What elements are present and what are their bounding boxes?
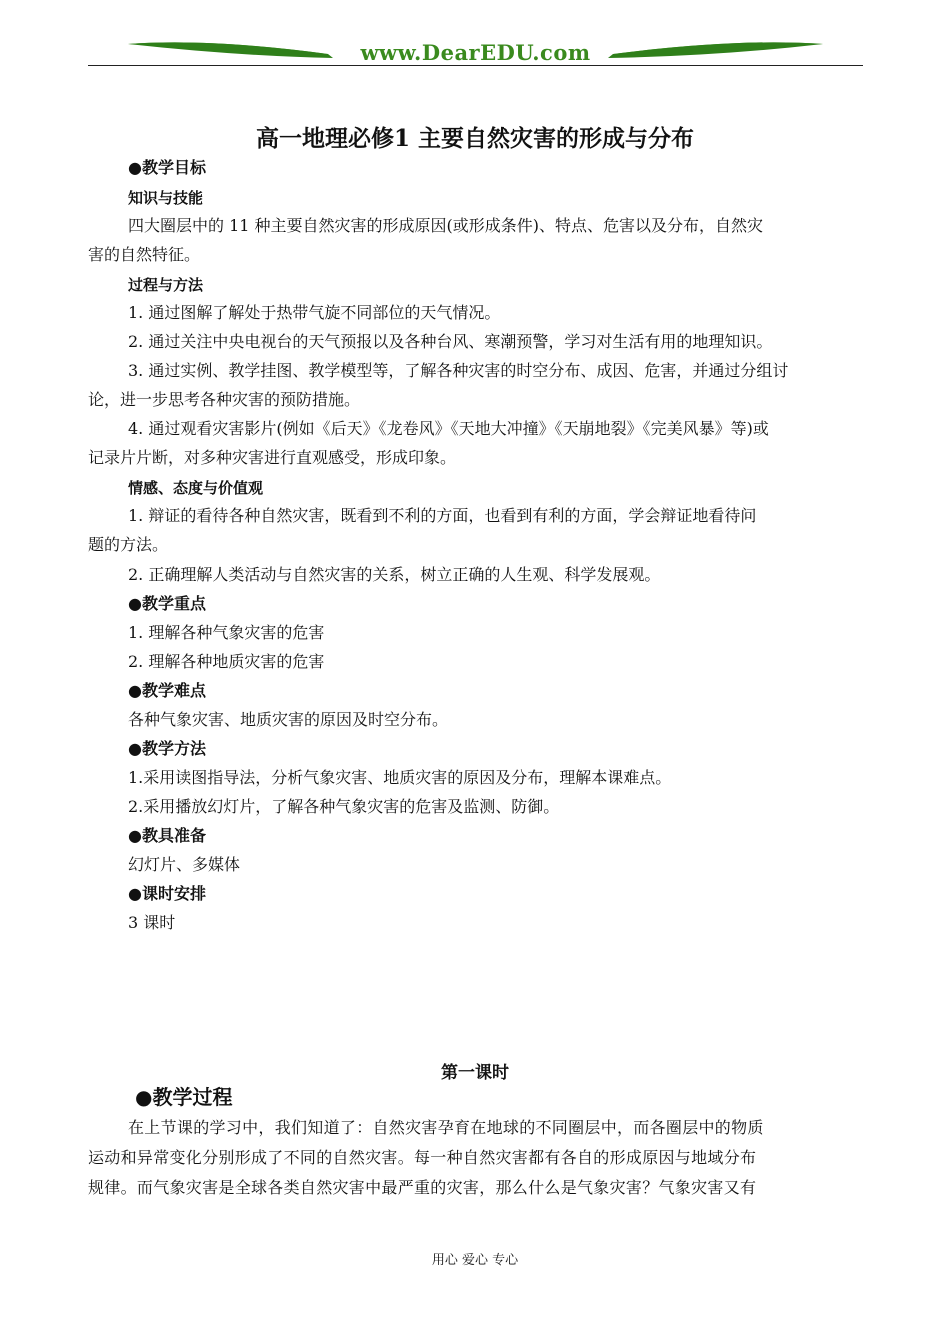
- paragraph-line: 2. 理解各种地质灾害的危害: [128, 652, 325, 671]
- paragraph-line: 4. 通过观看灾害影片(例如《后天》《龙卷风》《天地大冲撞》《天崩地裂》《完美风暴》等)或: [128, 419, 769, 438]
- paragraph-line: 记录片片断，对多种灾害进行直观感受，形成印象。: [88, 448, 457, 467]
- section-schedule: ●课时安排: [128, 884, 206, 903]
- section-tools: ●教具准备: [128, 826, 206, 845]
- subsection-knowledge: 知识与技能: [128, 189, 204, 207]
- subsection-process: 过程与方法: [128, 276, 204, 294]
- paragraph-line: 论，进一步思考各种灾害的预防措施。: [88, 390, 361, 409]
- paragraph-line: 2. 通过关注中央电视台的天气预报以及各种台风、寒潮预警，学习对生活有用的地理知识。: [128, 332, 773, 351]
- paragraph-line: 在上节课的学习中，我们知道了：自然灾害孕育在地球的不同圈层中，而各圈层中的物质: [128, 1118, 764, 1137]
- section-goals: ●教学目标: [128, 158, 206, 177]
- paragraph-line: 题的方法。: [88, 535, 169, 554]
- paragraph-line: 害的自然特征。: [88, 245, 201, 264]
- paragraph-line: 2. 正确理解人类活动与自然灾害的关系，树立正确的人生观、科学发展观。: [128, 565, 661, 584]
- document-title: 高一地理必修1 主要自然灾害的形成与分布: [255, 125, 694, 152]
- page-header: [88, 36, 863, 70]
- paragraph-line: 3 课时: [128, 913, 176, 932]
- paragraph-line: 各种气象灾害、地质灾害的原因及时空分布。: [128, 710, 449, 729]
- header-rule: [88, 65, 863, 66]
- paragraph-line: 1. 通过图解了解处于热带气旋不同部位的天气情况。: [128, 303, 501, 322]
- paragraph-line: 1. 理解各种气象灾害的危害: [128, 623, 325, 642]
- section-methods: ●教学方法: [128, 739, 206, 758]
- paragraph-line: 3. 通过实例、教学挂图、教学模型等，了解各种灾害的时空分布、成因、危害，并通过分组讨: [128, 361, 789, 380]
- paragraph-line: 运动和异常变化分别形成了不同的自然灾害。每一种自然灾害都有各自的形成原因与地域分布: [88, 1148, 757, 1167]
- section-teaching-process: ●教学过程: [135, 1085, 233, 1109]
- paragraph-line: 幻灯片、多媒体: [128, 855, 241, 874]
- paragraph-line: 规律。而气象灾害是全球各类自然灾害中最严重的灾害，那么什么是气象灾害？气象灾害又有: [88, 1178, 757, 1197]
- paragraph-line: 2.采用播放幻灯片，了解各种气象灾害的危害及监测、防御。: [128, 797, 560, 816]
- paragraph-line: 四大圈层中的 11 种主要自然灾害的形成原因(或形成条件)、特点、危害以及分布，自然灾: [128, 216, 764, 235]
- paragraph-line: 1. 辩证的看待各种自然灾害，既看到不利的方面，也看到有利的方面，学会辩证地看待问: [128, 506, 757, 525]
- paragraph-line: 1.采用读图指导法，分析气象灾害、地质灾害的原因及分布，理解本课难点。: [128, 768, 672, 787]
- section-key-points: ●教学重点: [128, 594, 206, 613]
- subsection-emotion: 情感、态度与价值观: [128, 479, 264, 497]
- page-footer: 用心 爱心 专心: [431, 1253, 519, 1268]
- section-difficulties: ●教学难点: [128, 681, 206, 700]
- lesson-heading: 第一课时: [441, 1063, 509, 1083]
- site-logo-text: www.DearEDU.com: [360, 40, 591, 65]
